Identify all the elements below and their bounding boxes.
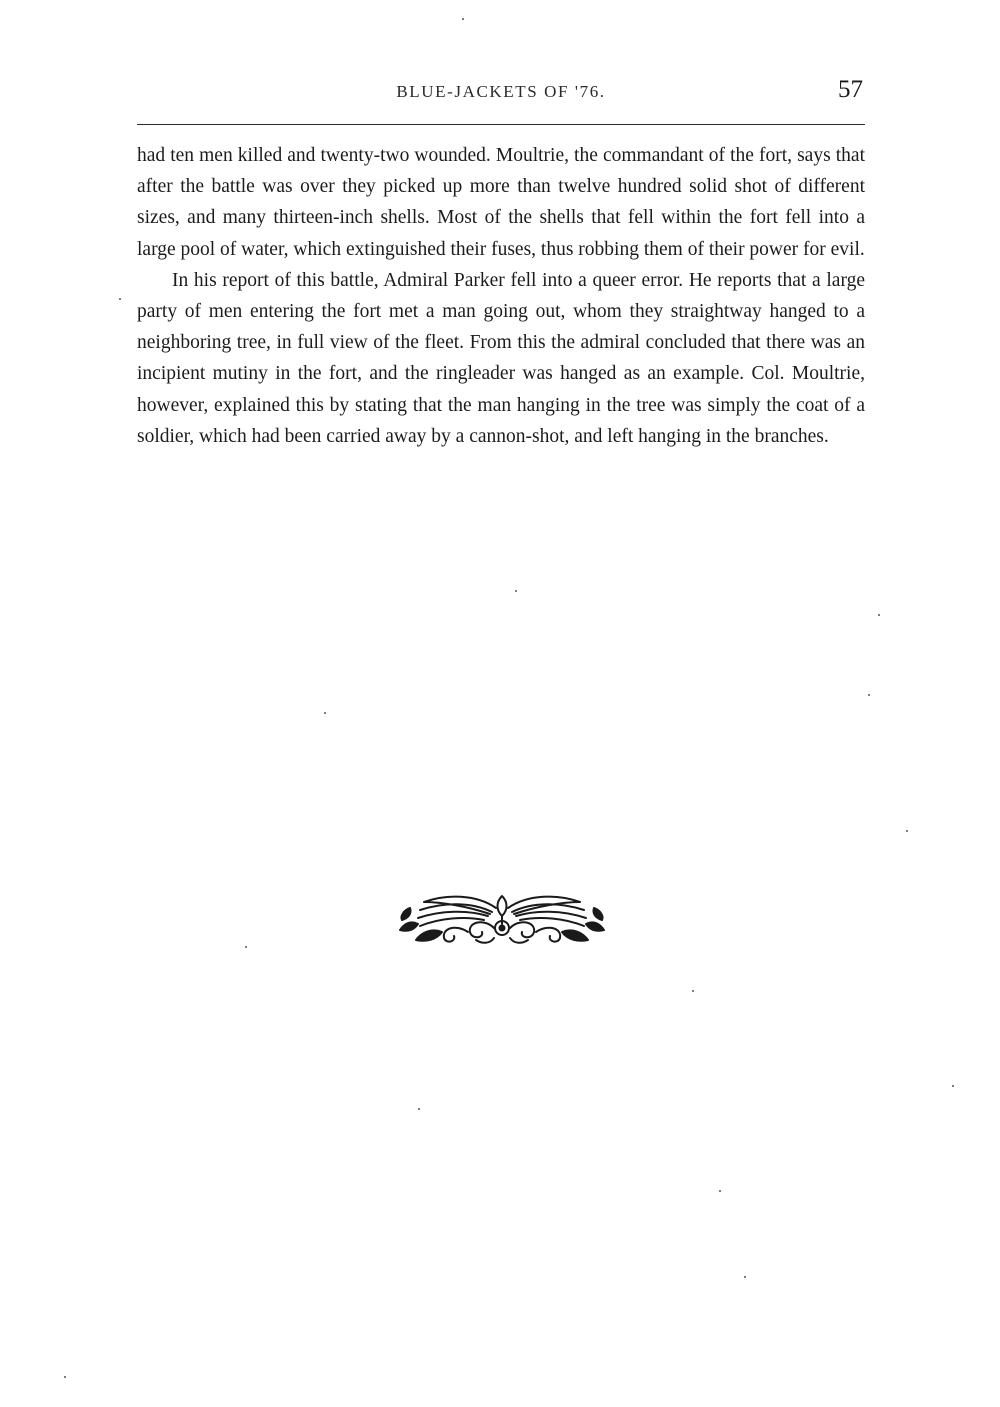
paper-speck <box>744 1276 746 1278</box>
paragraph-continuation: had ten men killed and twenty-two wounded. Moultrie, the commandant of the fort, says that after the battle was over they picked up more than twelve hundred solid shot of different sizes, and many thirteen-inch shells. Most of the shells that fell within the fort fell into a large pool of water, which extinguished their fuses, thus robbing them of their power for evil. <box>137 145 865 260</box>
running-title: BLUE-JACKETS OF '76. <box>396 82 606 101</box>
paper-speck <box>418 1108 420 1110</box>
paper-speck <box>692 990 694 992</box>
paper-speck <box>878 614 880 616</box>
paper-speck <box>64 1376 66 1378</box>
paper-speck <box>952 1085 954 1087</box>
paper-speck <box>868 694 870 696</box>
paper-speck <box>515 590 517 592</box>
paper-speck <box>462 18 464 20</box>
floral-tailpiece-ornament-icon <box>396 888 608 948</box>
paper-speck <box>906 830 908 832</box>
paper-speck <box>324 712 326 714</box>
paragraph-parker-report: In his report of this battle, Admiral Parker fell into a queer error. He reports that a large party of men entering the fort met a man going out, whom they straightway hanged to a neighboring tree, in full view of the fleet. From this the admiral concluded that there was an incipient mutiny in the fort, and the ringleader was hanged as an example. Col. Moultrie, however, explained this by stating that the man hanging in the tree was simply the coat of a soldier, which had been carried away by a cannon-shot, and left hanging in the branches. <box>137 269 865 447</box>
page-number: 57 <box>838 76 863 103</box>
body-text <box>137 140 865 452</box>
paper-speck <box>119 298 121 300</box>
paper-speck <box>719 1190 721 1192</box>
paper-speck <box>245 946 247 948</box>
running-head <box>137 76 865 116</box>
header-rule <box>137 124 865 125</box>
